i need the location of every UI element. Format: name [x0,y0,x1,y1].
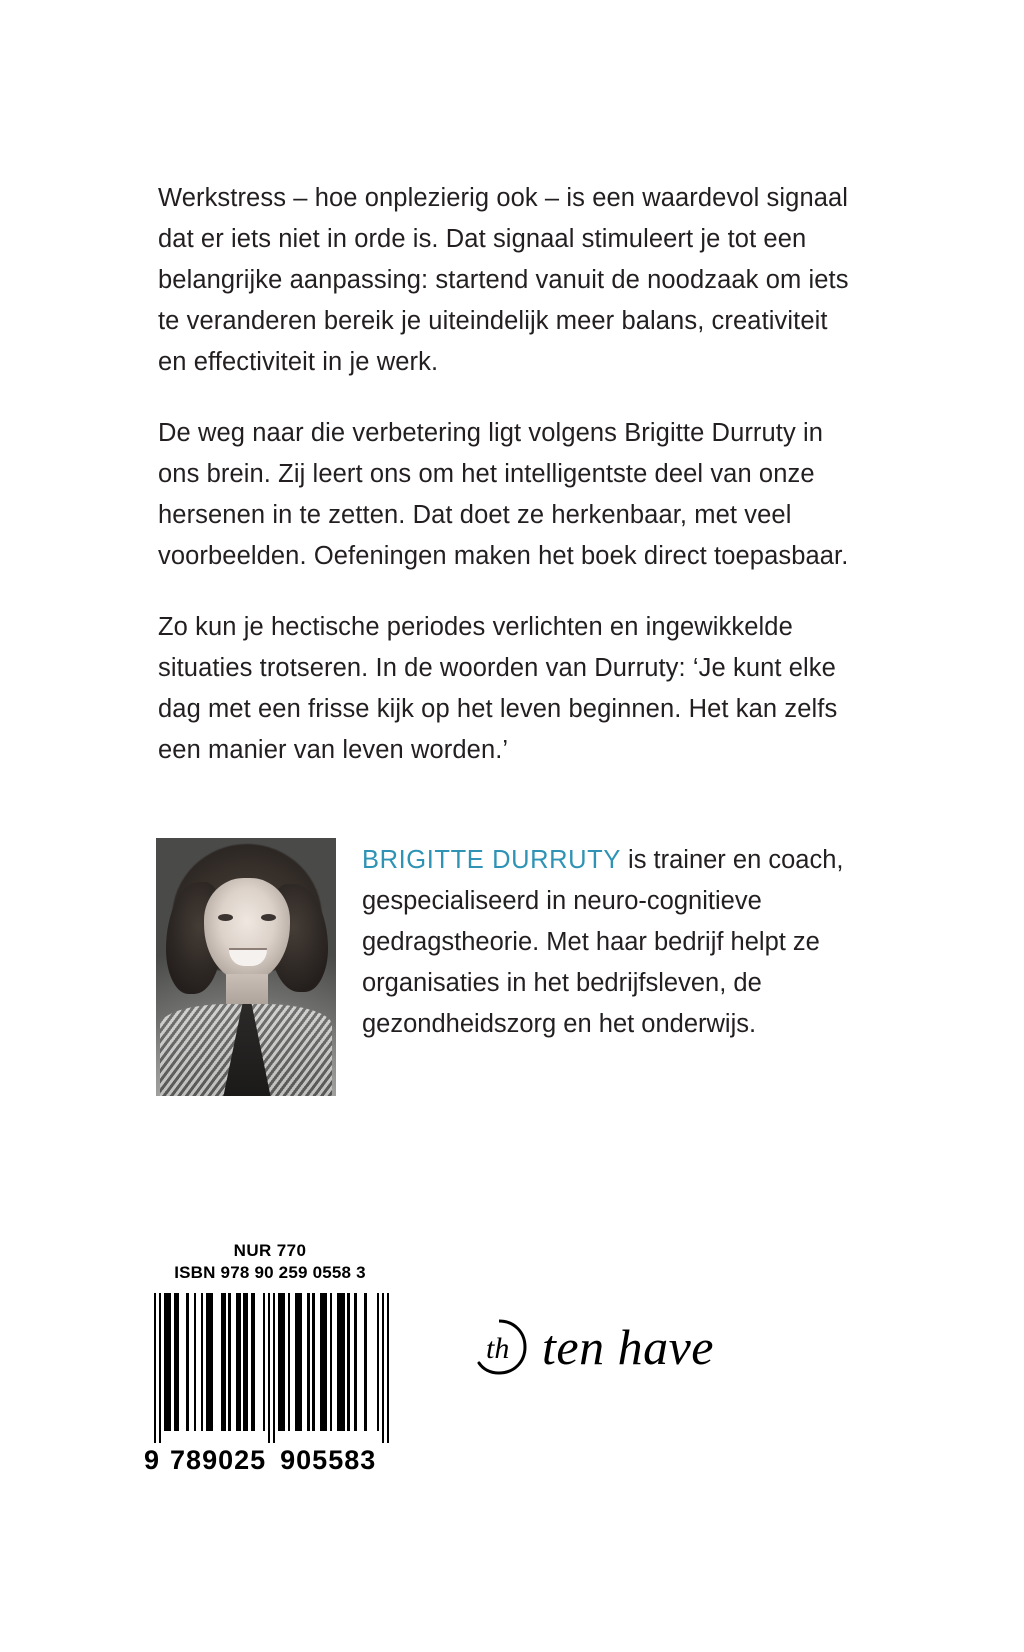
cover-footer [0,1240,1024,1520]
isbn-code: ISBN 978 90 259 0558 3 [174,1263,366,1282]
author-bio: is trainer en coach, gespecialiseerd in neuro-cognitieve gedragstheorie. Met haar bedrijf helpt ze organisaties in het bedrijfsleven, de gezondheidszorg en het onderwijs. [362,846,844,1038]
barcode-digit-group-2: 905583 [280,1445,377,1475]
blurb-paragraph-3: Zo kun je hectische periodes verlichten en ingewikkelde situaties trotseren. In de woorden van Durruty: ‘Je kunt elke dag met een frisse kijk op het leven beginnen. Het kan zelfs een manier van leven worden.’ [158,613,838,764]
barcode-bar [213,1293,220,1431]
blurb-text [158,178,858,771]
barcode-bar [179,1293,186,1431]
ten-have-mark-icon [470,1318,528,1376]
barcode-bar [387,1293,389,1443]
publisher-name: ten have [542,1319,714,1375]
barcode-digit-lead: 9 [144,1445,161,1475]
portrait-eye-left [218,914,233,921]
barcode-bar [367,1293,377,1431]
barcode-bar [206,1293,213,1431]
author-name: BRIGITTE DURRUTY [362,846,621,874]
barcode-bars [154,1293,390,1443]
barcode-digit-group-1: 789025 [170,1445,267,1475]
author-portrait-image [156,838,336,1096]
author-block [156,838,856,1096]
barcode-digits [144,1445,394,1476]
barcode-bar [255,1293,262,1431]
svg-text:th: th [486,1332,510,1365]
portrait-eye-right [261,914,276,921]
barcode-bar [278,1293,285,1431]
blurb-paragraph-2: De weg naar die verbetering ligt volgens Brigitte Durruty in ons brein. Zij leert ons om het intelligentste deel van onze hersenen in te zetten. Dat doet ze herkenbaar, met veel voorbeelden. Oefeningen maken het boek direct toepasbaar. [158,419,849,570]
barcode-image [154,1293,390,1443]
nur-code: NUR 770 [233,1241,307,1260]
barcode-bar [164,1293,171,1431]
barcode-block [140,1240,400,1476]
author-bio-text [362,838,854,1045]
barcode-bar [357,1293,364,1431]
blurb-paragraph-1: Werkstress – hoe onplezierig ook – is een waardevol signaal dat er iets niet in orde is. Dat signaal stimuleert je tot een belangrijke aanpassing: startend vanuit de noodzaak om iets te veranderen bereik je uiteindelijk meer balans, creativiteit en effectiviteit in je werk. [158,184,849,376]
barcode-bar [320,1293,327,1431]
publisher-logo [470,1318,714,1376]
barcode-bar [337,1293,344,1431]
barcode-bar [295,1293,302,1431]
